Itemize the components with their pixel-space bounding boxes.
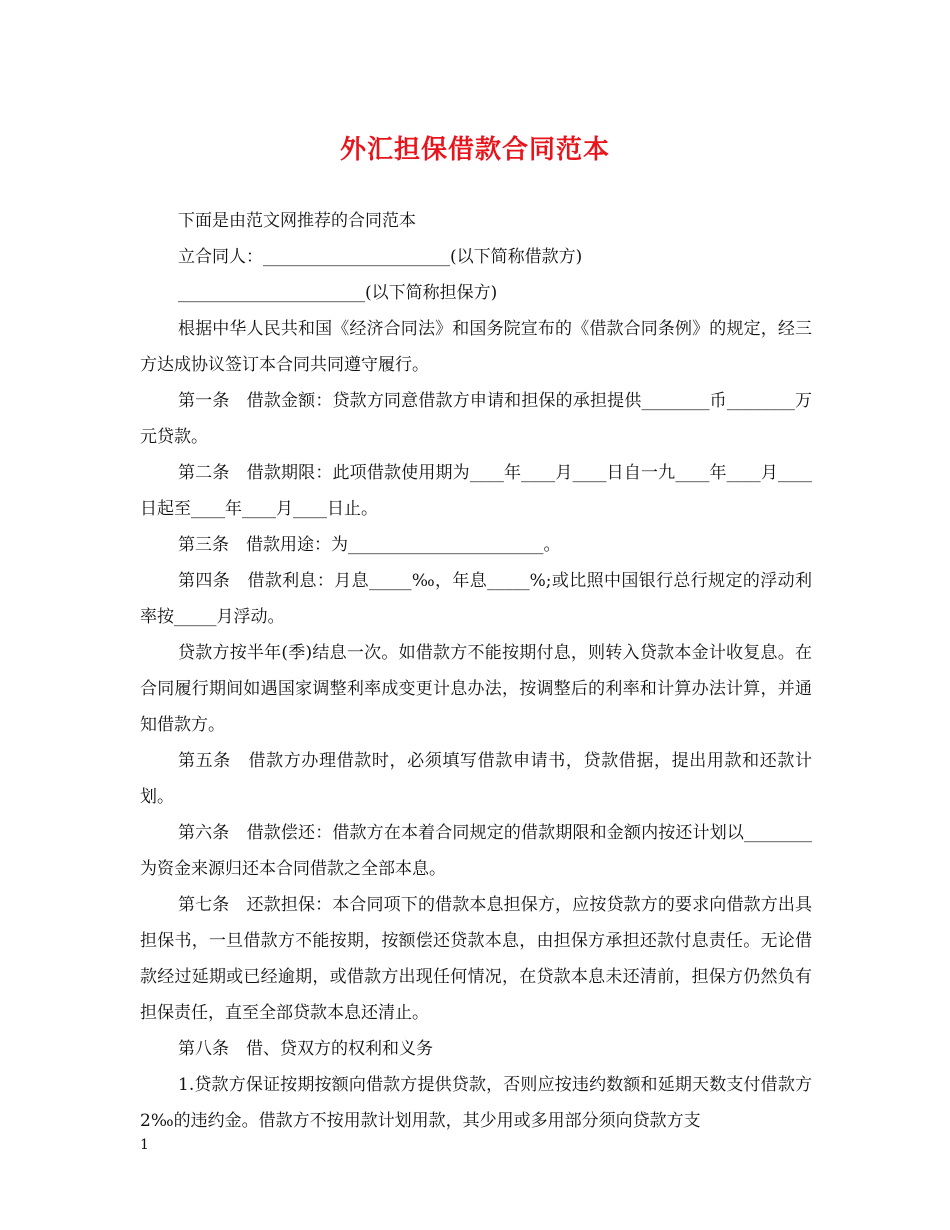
paragraph-article-4: 第四条 借款利息：月息_____‰，年息_____%;或比照中国银行总行规定的浮动利率按_____月浮动。 <box>140 571 812 627</box>
paragraph-article-5: 第五条 借款方办理借款时，必须填写借款申请书，贷款借据，提出用款和还款计划。 <box>140 751 812 807</box>
paragraph-article-3: 第三条 借款用途：为_______________________。 <box>178 535 561 555</box>
document-title: 外汇担保借款合同范本 <box>339 135 610 165</box>
paragraph-article-8-item-1: 1.贷款方保证按期按额向借款方提供贷款，否则应按违约数额和延期天数支付借款方2‰的违约金。借款方不按用款计划用款，其少用或多用部分须向贷款方支 <box>140 1075 812 1131</box>
paragraph-article-2: 第二条 借款期限：此项借款使用期为____年____月____日自一九____年____月____日起至____年____月____日止。 <box>140 463 812 519</box>
paragraph-intro: 下面是由范文网推荐的合同范本 <box>178 211 416 231</box>
paragraph-interest-settlement: 贷款方按半年(季)结息一次。如借款方不能按期付息，则转入贷款本金计收复息。在合同履行期间如遇国家调整利率成变更计息办法，按调整后的利率和计算办法计算，并通知借款方。 <box>140 643 812 735</box>
paragraph-article-6: 第六条 借款偿还：借款方在本着合同规定的借款期限和金额内按还计划以________为资金来源归还本合同借款之全部本息。 <box>140 823 812 879</box>
paragraph-article-7: 第七条 还款担保：本合同项下的借款本息担保方，应按贷款方的要求向借款方出具担保书，一旦借款方不能按期，按额偿还贷款本息，由担保方承担还款付息责任。无论借款经过延期或已经逾期，或借款方出现任何情况，在贷款本息未还清前，担保方仍然负有担保责任，直至全部贷款本息还清止。 <box>140 895 812 1023</box>
paragraph-legal-basis: 根据中华人民共和国《经济合同法》和国务院宣布的《借款合同条例》的规定，经三方达成协议签订本合同共同遵守履行。 <box>140 319 812 375</box>
paragraph-article-8: 第八条 借、贷双方的权利和义务 <box>178 1039 433 1059</box>
paragraph-article-1: 第一条 借款金额：贷款方同意借款方申请和担保的承担提供________币________万元贷款。 <box>140 391 812 447</box>
paragraph-party-borrower: 立合同人：______________________(以下简称借款方) <box>178 247 583 267</box>
paragraph-party-guarantor: ______________________(以下简称担保方) <box>178 283 498 303</box>
document-body <box>140 203 812 1139</box>
page-number: 1 <box>140 1137 149 1153</box>
